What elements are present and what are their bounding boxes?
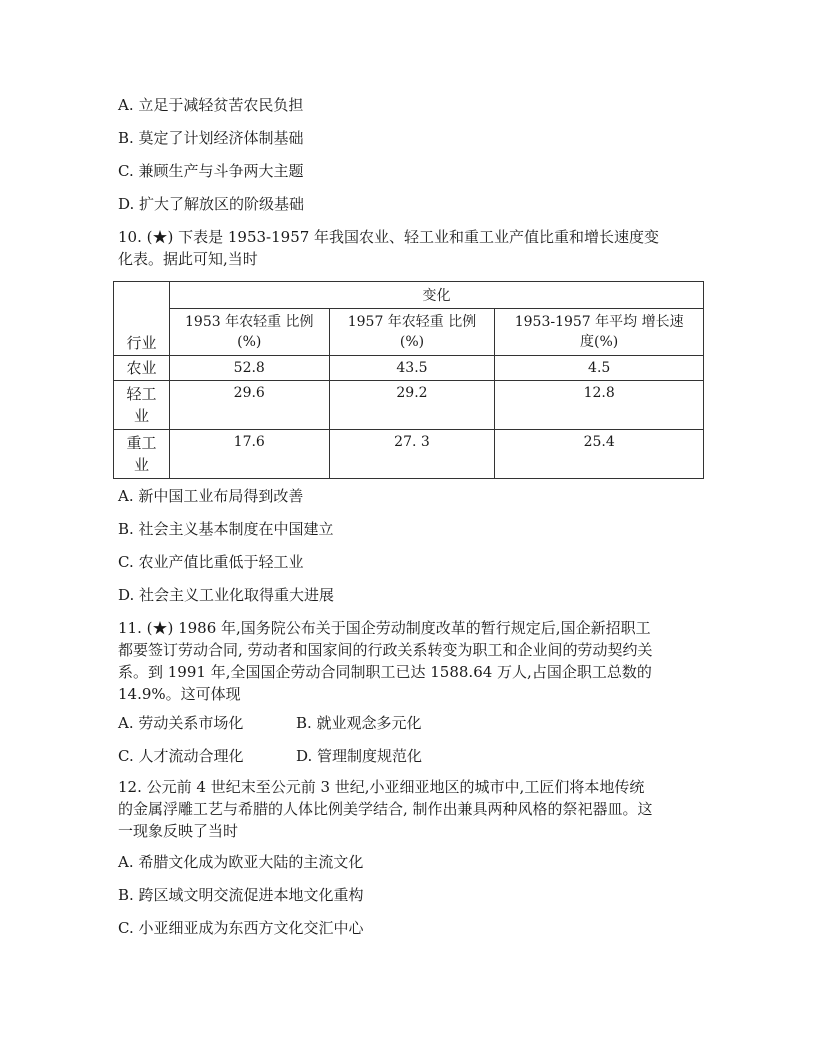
col-1957-ratio-header: 1957 年农轻重 比例 (%)	[329, 309, 495, 356]
q10-option-d: D. 社会主义工业化取得重大进展	[118, 586, 335, 604]
q12-option-b: B. 跨区域文明交流促进本地文化重构	[118, 886, 364, 904]
cell-growth: 25.4	[495, 430, 704, 479]
cell-1957: 27. 3	[329, 430, 495, 479]
cell-1953: 52.8	[169, 356, 329, 381]
cell-1953: 17.6	[169, 430, 329, 479]
cell-1957: 43.5	[329, 356, 495, 381]
q11-stem-line-4: 14.9%。这可体现	[118, 685, 241, 703]
q11-option-b: B. 就业观念多元化	[296, 714, 422, 732]
q12-stem-line-1: 12. 公元前 4 世纪末至公元前 3 世纪,小亚细亚地区的城市中,工匠们将本地传统	[118, 778, 645, 796]
cell-1957: 29.2	[329, 381, 495, 430]
q9-option-a: A. 立足于减轻贫苦农民负担	[118, 96, 304, 114]
q12-stem-line-3: 一现象反映了当时	[118, 822, 239, 840]
row-label: 重工 业	[114, 430, 170, 479]
q12-option-a: A. 希腊文化成为欧亚大陆的主流文化	[118, 853, 364, 871]
cell-growth: 4.5	[495, 356, 704, 381]
q10-option-a: A. 新中国工业布局得到改善	[118, 487, 304, 505]
q9-option-d: D. 扩大了解放区的阶级基础	[118, 195, 305, 213]
table-row-heavy-industry	[114, 430, 704, 479]
q11-stem-line-1: 11. (★) 1986 年,国务院公布关于国企劳动制度改革的暂行规定后,国企新招职工	[118, 619, 651, 637]
q11-stem-line-2: 都要签订劳动合同, 劳动者和国家间的行政关系转变为职工和企业间的劳动契约关	[118, 641, 653, 659]
q12-stem	[118, 776, 703, 842]
q11-option-d: D. 管理制度规范化	[296, 747, 423, 765]
cell-1953: 29.6	[169, 381, 329, 430]
table-row-agriculture	[114, 356, 704, 381]
col-growth-header: 1953-1957 年平均 增长速 度(%)	[495, 309, 704, 356]
q11-option-a: A. 劳动关系市场化	[118, 714, 244, 732]
q9-option-b: B. 莫定了计划经济体制基础	[118, 129, 304, 147]
row-label: 农业	[114, 356, 170, 381]
q12-option-c: C. 小亚细亚成为东西方文化交汇中心	[118, 919, 364, 937]
industry-header: 行业	[114, 282, 170, 356]
q11-stem-line-3: 系。到 1991 年,全国国企劳动合同制职工已达 1588.64 万人,占国企职工总数的	[118, 663, 652, 681]
q11-option-c: C. 人才流动合理化	[118, 747, 244, 765]
q10-stem-line-1: 10. (★) 下表是 1953-1957 年我国农业、轻工业和重工业产值比重和增长速度变	[118, 228, 660, 246]
q12-stem-line-2: 的金属浮雕工艺与希腊的人体比例美学结合, 制作出兼具两种风格的祭祀器皿。这	[118, 800, 653, 818]
table-row-light-industry	[114, 381, 704, 430]
q10-stem	[118, 226, 703, 270]
row-label: 轻工 业	[114, 381, 170, 430]
col-1953-ratio-header: 1953 年农轻重 比例 (%)	[169, 309, 329, 356]
q9-option-c: C. 兼顾生产与斗争两大主题	[118, 162, 304, 180]
q10-stem-line-2: 化表。据此可知,当时	[118, 250, 258, 268]
q11-stem	[118, 617, 703, 705]
change-group-header: 变化	[169, 282, 703, 309]
q10-data-table	[113, 281, 704, 479]
cell-growth: 12.8	[495, 381, 704, 430]
q10-option-b: B. 社会主义基本制度在中国建立	[118, 520, 334, 538]
q10-option-c: C. 农业产值比重低于轻工业	[118, 553, 304, 571]
